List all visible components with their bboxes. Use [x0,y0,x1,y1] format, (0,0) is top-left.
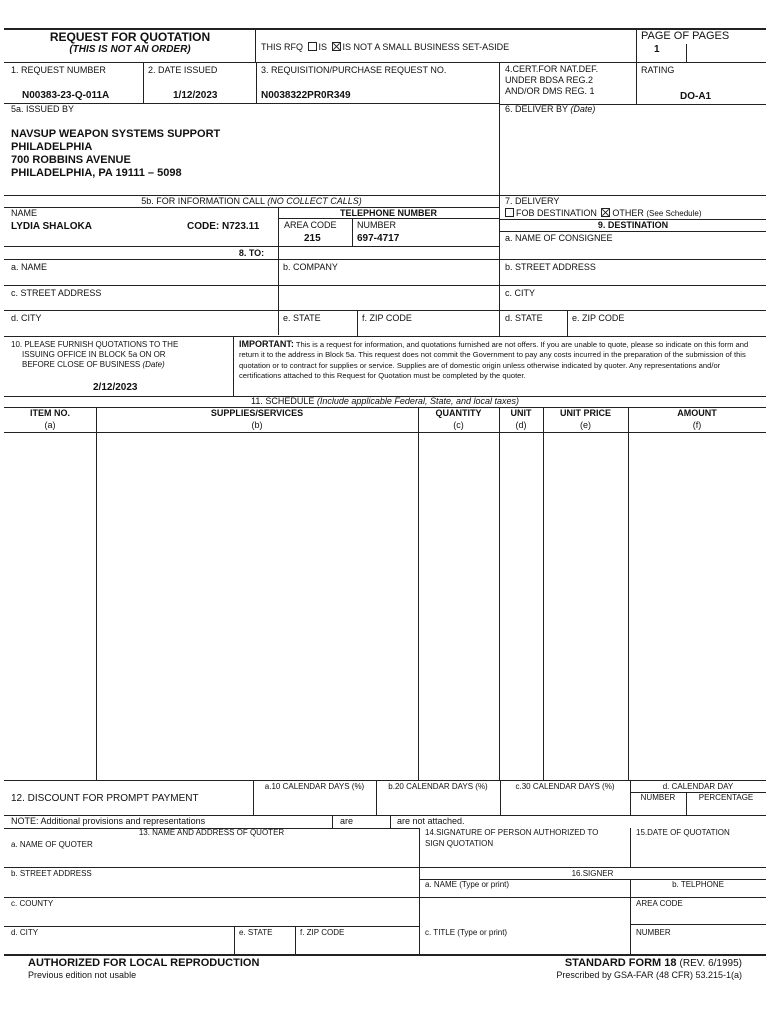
discount-percentage[interactable]: PERCENTAGE [698,793,754,802]
phone-number-value[interactable]: 697-4717 [357,233,400,244]
dest-zip-label: e. ZIP CODE [572,313,625,323]
cert-line1: 4.CERT.FOR NAT.DEF. [505,64,599,74]
signer-phone-label: b. TELPHONE [672,880,724,889]
area-code-label: AREA CODE [284,220,337,230]
rule [567,310,568,336]
discount-number[interactable]: NUMBER [640,793,676,802]
quoter-city-label: d. CITY [11,928,39,937]
quoter-state-label: e. STATE [239,928,273,937]
to-city-label: d. CITY [11,313,42,323]
to-name-label: a. NAME [11,262,48,272]
contact-name-label: NAME [11,208,38,218]
rule [4,195,766,196]
form-bottom-border [4,954,766,956]
signature-line2: SIGN QUOTATION [425,839,494,848]
rating-label: RATING [641,65,675,75]
to-state-label: e. STATE [283,313,321,323]
quoter-county-label: c. COUNTY [11,899,54,908]
to-company-label: b. COMPANY [283,262,338,272]
quoter-label: 13. NAME AND ADDRESS OF QUOTER [138,828,285,837]
request-number-label: 1. REQUEST NUMBER [11,65,106,75]
rule [278,218,499,219]
rule [543,407,544,780]
area-code-value[interactable]: 215 [304,233,321,244]
issued-by-line2: PHILADELPHIA [11,141,93,153]
quoter-zip-label: f. ZIP CODE [300,928,345,937]
issued-by-line1: NAVSUP WEAPON SYSTEMS SUPPORT [11,128,221,140]
issued-by-line3: 700 ROBBINS AVENUE [11,154,131,166]
rule [630,924,766,925]
footer-form-rev: (REV. 6/1995) [679,958,742,969]
rule [4,285,766,286]
signer-label: 16.SIGNER [571,869,614,878]
info-call-label [4,197,499,206]
rule [4,926,419,927]
discount-20-days[interactable]: b.20 CALENDAR DAYS (%) [388,782,488,791]
page-number[interactable]: 1 [654,44,660,55]
discount-calendar-day: d. CALENDAR DAY [662,782,734,791]
rule [4,780,766,781]
rfq-suffix: IS NOT A SMALL BUSINESS SET-ASIDE [342,42,510,52]
col-amount: AMOUNT [677,408,717,418]
contact-code[interactable]: CODE: N723.11 [187,221,260,232]
col-item-no: ITEM NO. [30,408,70,418]
rule [4,259,766,260]
rule [357,310,358,336]
block10-line3 [22,361,165,369]
signer-area-code-label: AREA CODE [636,899,683,908]
signer-name-label: a. NAME (Type or print) [425,880,510,889]
contact-name[interactable]: LYDIA SHALOKA [11,221,92,232]
quotation-date-label: 15.DATE OF QUOTATION [636,828,730,837]
destination-label: 9. DESTINATION [597,220,669,230]
discount-30-days[interactable]: c.30 CALENDAR DAYS (%) [515,782,615,791]
schedule-text: 11. SCHEDULE [251,396,315,406]
rule [4,336,766,337]
block10-line3-hint: (Date) [142,360,165,369]
note-are[interactable]: are [340,816,354,826]
deliver-by-hint: (Date) [570,104,596,114]
schedule-label [4,397,766,406]
col-unit-price: UNIT PRICE [559,408,611,418]
deliver-by-label [505,105,595,114]
rule [4,246,499,247]
dest-state-label: d. STATE [505,313,543,323]
telephone-number-label: TELEPHONE NUMBER [339,208,437,218]
page-of-pages-label: PAGE OF PAGES [641,30,730,42]
rule [499,62,500,336]
dest-city-label: c. CITY [505,288,536,298]
discount-10-days[interactable]: a.10 CALENDAR DAYS (%) [264,782,365,791]
issued-by-label: 5a. ISSUED BY [11,104,75,114]
rule [500,231,766,232]
other-label: OTHER [612,208,644,218]
cert-line2: UNDER BDSA REG.2 [505,75,594,85]
rating-value[interactable]: DO-A1 [680,91,712,102]
block10-line1: 10. PLEASE FURNISH QUOTATIONS TO THE [11,340,179,349]
other-hint: (See Schedule) [646,209,702,218]
form-title: REQUEST FOR QUOTATION [49,30,211,44]
col-item-no-letter: (a) [44,420,56,430]
rule [499,407,500,780]
important-notice [239,339,759,381]
quote-due-date[interactable]: 2/12/2023 [93,382,138,393]
date-issued-value[interactable]: 1/12/2023 [173,90,218,101]
requisition-value[interactable]: N0038322PR0R349 [261,90,351,101]
col-quantity: QUANTITY [435,408,482,418]
to-zip-label: f. ZIP CODE [362,313,412,323]
note-text: NOTE: Additional provisions and representations [11,816,206,826]
rule [255,29,256,62]
signature-line1: 14.SIGNATURE OF PERSON AUTHORIZED TO [425,828,599,837]
dest-street-label: b. STREET ADDRESS [505,262,596,272]
note-are-not[interactable]: are not attached. [397,816,465,826]
col-supplies-services-letter: (b) [251,420,263,430]
delivery-label: 7. DELIVERY [505,196,560,206]
info-call-hint: (NO COLLECT CALLS) [267,196,362,206]
rule [630,828,631,867]
rfq-prefix: THIS RFQ [261,42,303,52]
col-unit-letter: (d) [515,420,527,430]
col-supplies-services: SUPPLIES/SERVICES [210,408,304,418]
issued-by-line4: PHILADELPHIA, PA 19111 – 5098 [11,167,182,179]
rule [96,407,97,780]
rule [278,207,279,335]
footer-authorized: AUTHORIZED FOR LOCAL REPRODUCTION [28,957,260,969]
small-business-setaside [261,42,509,52]
rfq-is-checkbox[interactable] [308,42,317,51]
rule [636,29,637,104]
rule [295,926,296,954]
rule [628,407,629,780]
form-subtitle: (THIS IS NOT AN ORDER) [69,44,191,55]
rule [256,62,257,103]
date-issued-label: 2. DATE ISSUED [148,65,218,75]
rule [4,310,766,311]
to-label: 8. TO: [238,248,265,258]
col-amount-letter: (f) [692,420,702,430]
footer-form-id [565,958,742,969]
footer-prescribed: Prescribed by GSA-FAR (48 CFR) 53.215-1(a) [556,970,742,980]
fob-destination-label: FOB DESTINATION [516,208,597,218]
rfq-is-label: IS [318,42,328,52]
rule [4,897,766,898]
cert-line3: AND/OR DMS REG. 1 [505,86,595,96]
rule [4,103,499,104]
to-street-label: c. STREET ADDRESS [11,288,102,298]
schedule-hint: (Include applicable Federal, State, and local taxes) [316,396,519,406]
rule [686,44,687,62]
request-number-value[interactable]: N00383-23-Q-011A [22,90,110,101]
rule [352,218,353,246]
quoter-name-label: a. NAME OF QUOTER [11,840,93,849]
requisition-label: 3. REQUISITION/PURCHASE REQUEST NO. [261,65,447,75]
rule [233,336,234,396]
rule [4,62,766,63]
fob-destination-checkbox[interactable] [505,208,514,217]
footer-previous-edition: Previous edition not usable [28,970,137,980]
rfq-is-not-checkbox[interactable] [332,42,341,51]
rule [4,432,766,433]
block10-line3-text: BEFORE CLOSE OF BUSINESS [22,360,141,369]
rule [418,407,419,780]
signer-title-label: c. TITLE (Type or print) [425,928,508,937]
col-quantity-letter: (c) [453,420,464,430]
rule [4,407,766,408]
info-call-text: 5b. FOR INFORMATION CALL [141,196,265,206]
block10-line2: ISSUING OFFICE IN BLOCK 5a ON OR [22,350,166,359]
rule [419,828,420,954]
important-text: This is a request for information, and quotations furnished are not offers. If you are unable to quote, please so indicate on this form and return it to the address in Block 5a. This request does not commit the Government to pay any costs incurred in the preparation of the submission of this quotation or to contract for supplies or service. Supplies are of domestic origin unless otherwise indicated by quoter. Any representations and/or certifications attached to this Request for Quotation must be completed by the quoter. [239,340,749,380]
delivery-options [503,208,702,218]
rule [143,62,144,103]
consignee-label: a. NAME OF CONSIGNEE [505,233,613,243]
signer-number-label: NUMBER [636,928,671,937]
important-label: IMPORTANT: [239,339,294,349]
col-unit-price-letter: (e) [580,420,591,430]
rule [234,926,235,954]
rule [390,816,391,828]
col-unit: UNIT [510,408,532,418]
rule [332,816,333,828]
rule [630,879,631,954]
rule [4,867,766,868]
phone-number-label: NUMBER [357,220,397,230]
discount-label: 12. DISCOUNT FOR PROMPT PAYMENT [11,793,199,804]
other-checkbox[interactable] [601,208,610,217]
quoter-street-label: b. STREET ADDRESS [11,869,92,878]
deliver-by-text: 6. DELIVER BY [505,104,568,114]
footer-form-name: STANDARD FORM 18 [564,957,677,969]
